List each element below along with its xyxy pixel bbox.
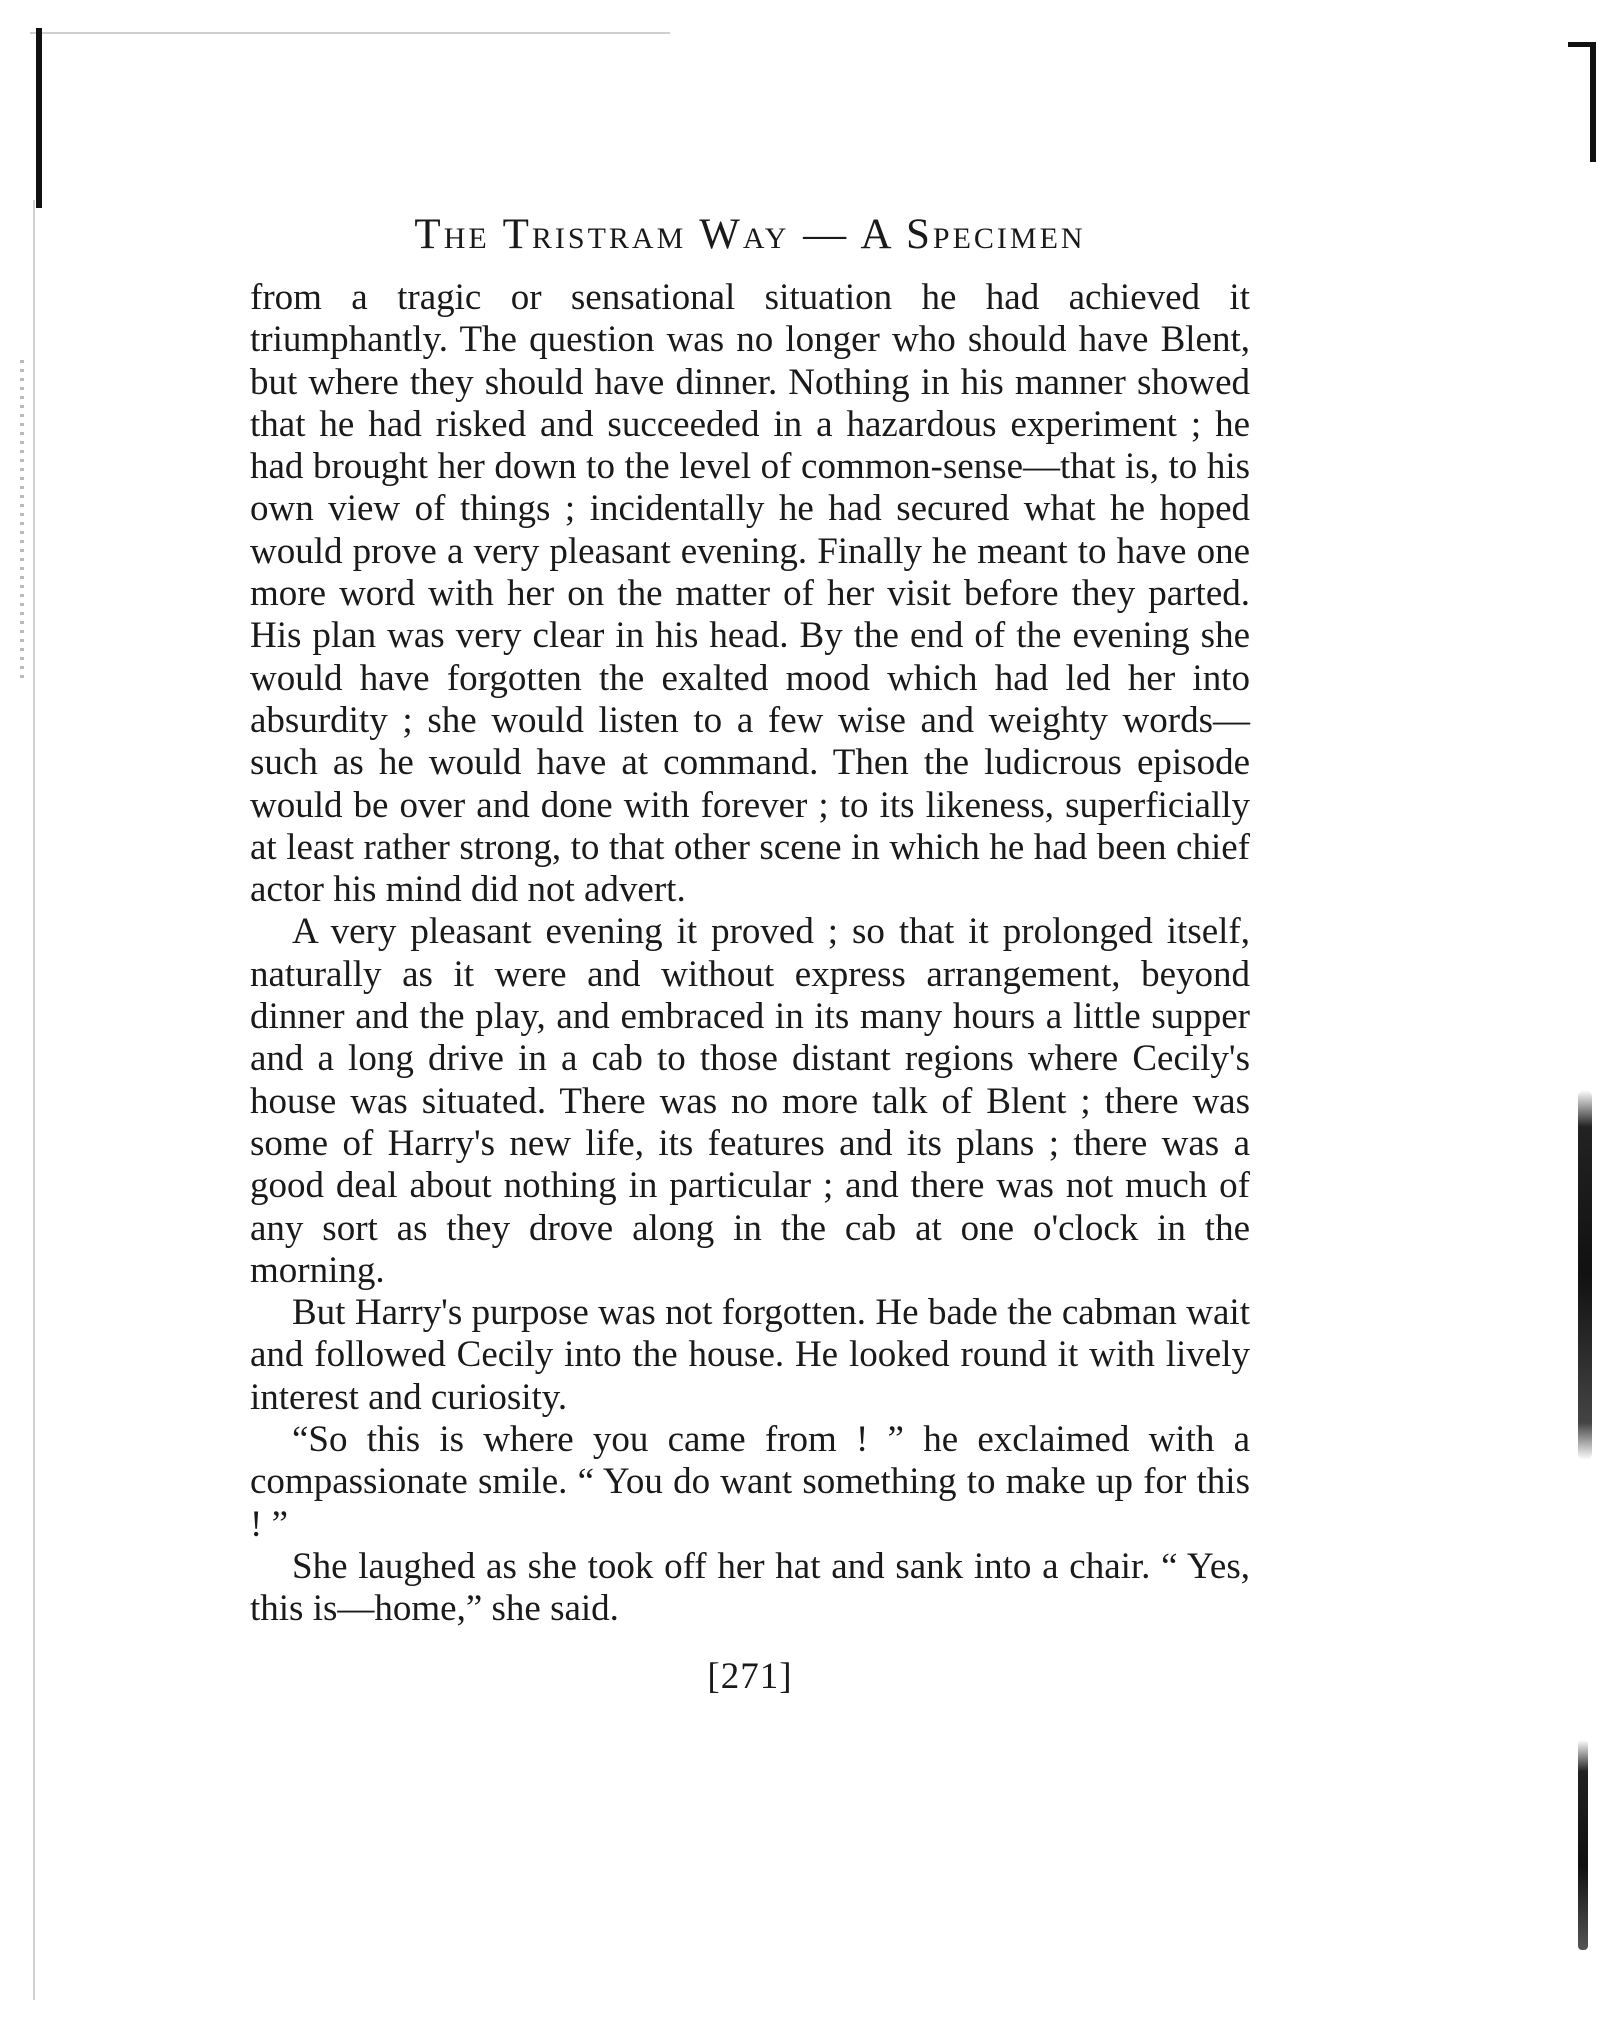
paragraph-dialogue: “So this is where you came from ! ” he exclaimed with a compassionate smile. “ You do want something to make up for this ! ” (250, 1419, 1250, 1545)
page-number: [271] (707, 1655, 793, 1697)
scan-top-rule (30, 32, 670, 34)
body-text (250, 277, 1250, 1631)
page-content (250, 210, 1250, 1698)
scan-right-edge-mark (1578, 1090, 1592, 1460)
scan-left-edge-mark (36, 28, 42, 208)
paragraph-continued: from a tragic or sensational situation he had achieved it triumphantly. The question was no longer who should have Blent, but where they should have dinner. Nothing in his manner showed that he had risked and succeeded in a hazardous experiment ; he had brought her down to the level of common-sense—that is, to his own view of things ; incidentally he had secured what he hoped would prove a very pleasant evening. Finally he meant to have one more word with her on the matter of her visit before they parted. His plan was very clear in his head. By the end of the evening she would have forgotten the exalted mood which had led her into absurdity ; she would listen to a few wise and weighty words—such as he would have at command. Then the ludicrous episode would be over and done with forever ; to its likeness, superficially at least rather strong, to that other scene in which he had been chief actor his mind did not advert. (250, 277, 1250, 911)
scan-left-specks (20, 360, 24, 680)
paragraph: She laughed as she took off her hat and sank into a chair. “ Yes, this is—home,” she said. (250, 1545, 1250, 1630)
paragraph: But Harry's purpose was not forgotten. He bade the cabman wait and followed Cecily into the house. He looked round it with lively interest and curiosity. (250, 1292, 1250, 1418)
running-head: The Tristram Way — A Specimen (414, 211, 1086, 258)
scan-left-gutter-line (33, 200, 35, 2000)
scan-right-edge-mark-lower (1578, 1740, 1588, 1950)
paragraph: A very pleasant evening it proved ; so that it prolonged itself, naturally as it were and without express arrangement, beyond dinner and the play, and embraced in its many hours a little supper and a long drive in a cab to those distant regions where Cecily's house was situated. There was no more talk of Blent ; there was some of Harry's new life, its features and its plans ; there was a good deal about nothing in particular ; and there was not much of any sort as they drove along in the cab at one o'clock in the morning. (250, 911, 1250, 1291)
scan-right-corner-mark (1568, 42, 1596, 162)
